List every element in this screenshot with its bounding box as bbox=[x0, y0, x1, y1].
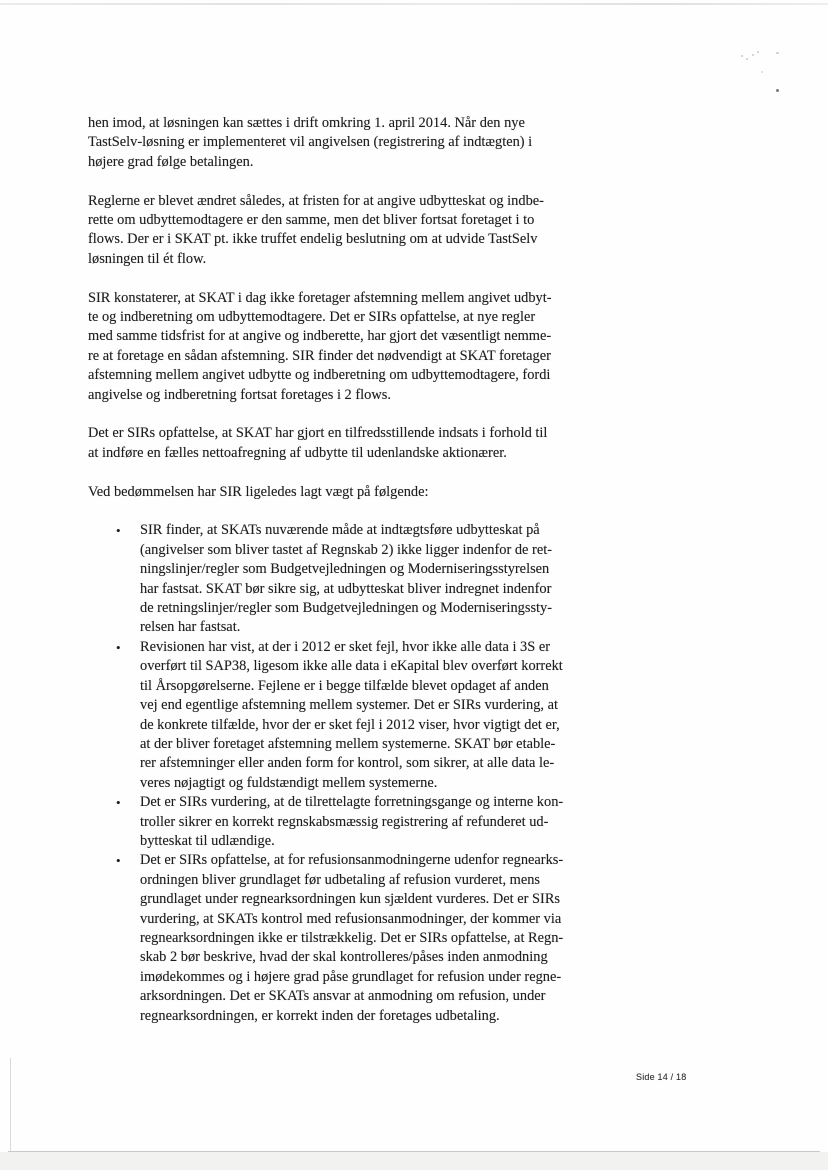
text-line: højere grad følge betalingen. bbox=[88, 153, 254, 170]
text-line: overført til SAP38, ligesom ikke alle data i eKapital blev overført korrekt bbox=[140, 658, 563, 675]
text-line: til Årsopgørelserne. Fejlene er i begge tilfælde blevet opdaget af anden bbox=[140, 677, 549, 694]
document-body bbox=[88, 114, 636, 1026]
bullet-text bbox=[140, 851, 636, 1026]
text-line: hen imod, at løsningen kan sættes i drift omkring 1. april 2014. Når den nye bbox=[88, 115, 525, 131]
scan-speckle bbox=[776, 52, 779, 54]
paragraph-lead-in bbox=[88, 483, 636, 502]
text-line: relsen har fastsat. bbox=[140, 619, 241, 636]
scan-background-strip bbox=[0, 1152, 828, 1170]
bullet-text bbox=[140, 521, 636, 637]
text-line: regnearksordningen ikke er tilstrækkelig. Det er SIRs opfattelse, at Regn- bbox=[140, 929, 564, 946]
text-line: med samme tidsfrist for at angive og indberette, har gjort det væsentligt nemme- bbox=[88, 328, 552, 345]
page-footer bbox=[636, 1072, 686, 1082]
text-line: arksordningen. Det er SKATs ansvar at anmodning om refusion, under bbox=[140, 988, 546, 1005]
scan-speckle bbox=[776, 89, 779, 92]
page-top-edge bbox=[0, 3, 828, 5]
text-line: bytteskat til udlændige. bbox=[140, 832, 275, 849]
text-line: ningslinjer/regler som Budgetvejledningen og Moderniseringsstyrelsen bbox=[140, 561, 550, 578]
bullet-icon: • bbox=[116, 523, 121, 539]
text-line: løsningen til ét flow. bbox=[88, 250, 207, 267]
scan-speckle bbox=[761, 71, 763, 73]
text-line: Ved bedømmelsen har SIR ligeledes lagt vægt på følgende: bbox=[88, 483, 429, 500]
text-line: veres nøjagtigt og fuldstændigt mellem systemerne. bbox=[140, 774, 438, 791]
bullet-icon: • bbox=[116, 853, 121, 869]
text-line: de retningslinjer/regler som Budgetvejledningen og Moderniseringssty- bbox=[140, 600, 553, 617]
bullet-text bbox=[140, 793, 636, 851]
text-line: Revisionen har vist, at der i 2012 er sket fejl, hvor ikke alle data i 3S er bbox=[140, 638, 551, 655]
text-line: grundlaget under regnearksordningen kun sjældent vurderes. Det er SIRs bbox=[140, 891, 561, 908]
text-line: Det er SIRs opfattelse, at SKAT har gjort en tilfredsstillende indsats i forhold til bbox=[88, 425, 548, 442]
text-line: TastSelv-løsning er implementeret vil angivelsen (registrering af indtægten) i bbox=[88, 134, 533, 151]
text-line: SIR finder, at SKATs nuværende måde at indtægtsføre udbytteskat på bbox=[140, 522, 540, 539]
text-line: regnearksordningen, er korrekt inden der foretages udbetaling. bbox=[140, 1007, 500, 1024]
text-line: vej end egentlige afstemning mellem systemer. Det er SIRs vurdering, at bbox=[140, 697, 559, 714]
paragraph-1 bbox=[88, 114, 636, 172]
bullet-item bbox=[88, 521, 636, 637]
text-line: vurdering, at SKATs kontrol med refusionsanmodninger, der kommer via bbox=[140, 910, 562, 927]
text-line: (angivelser som bliver tastet af Regnskab 2) ikke ligger indenfor de ret- bbox=[140, 541, 552, 558]
scan-speckle bbox=[741, 55, 743, 57]
scan-speckle bbox=[757, 51, 759, 53]
bullet-list bbox=[88, 521, 636, 1026]
page-left-edge bbox=[10, 1058, 11, 1151]
scan-speckle bbox=[746, 58, 748, 60]
text-line: ordningen bliver grundlaget før udbetaling af refusion vurderet, mens bbox=[140, 871, 541, 888]
text-line: skab 2 bør beskrive, hvad der skal kontrolleres/påses inden anmodning bbox=[140, 949, 548, 966]
paragraph-3 bbox=[88, 289, 636, 405]
text-line: troller sikrer en korrekt regnskabsmæssig registrering af refunderet ud- bbox=[140, 813, 549, 830]
bullet-icon: • bbox=[116, 795, 121, 811]
text-line: Det er SIRs vurdering, at de tilrettelagte forretningsgange og interne kon- bbox=[140, 794, 564, 811]
text-line: te og indberetning om udbyttemodtagere. Det er SIRs opfattelse, at nye regler bbox=[88, 309, 536, 326]
paragraph-4 bbox=[88, 424, 636, 463]
text-line: de konkrete tilfælde, hvor der er sket fejl i 2012 viser, hvor vigtigt det er, bbox=[140, 716, 560, 733]
bullet-item bbox=[88, 638, 636, 793]
text-line: har fastsat. SKAT bør sikre sig, at udbytteskat bliver indregnet indenfor bbox=[140, 580, 552, 597]
paragraph-2 bbox=[88, 192, 636, 270]
bullet-icon: • bbox=[116, 639, 121, 655]
bullet-item bbox=[88, 793, 636, 851]
page-number: Side 14 / 18 bbox=[636, 1072, 687, 1082]
text-line: angivelse og indberetning fortsat foretages i 2 flows. bbox=[88, 386, 391, 403]
text-line: flows. Der er i SKAT pt. ikke truffet endelig beslutning om at udvide TastSelv bbox=[88, 231, 538, 248]
text-line: SIR konstaterer, at SKAT i dag ikke foretager afstemning mellem angivet udbyt- bbox=[88, 289, 552, 306]
scan-speckle bbox=[752, 54, 754, 56]
bullet-text bbox=[140, 638, 636, 793]
text-line: re at foretage en sådan afstemning. SIR finder det nødvendigt at SKAT foretager bbox=[88, 347, 551, 364]
text-line: afstemning mellem angivet udbytte og indberetning om udbyttemodtagere, fordi bbox=[88, 367, 551, 384]
text-line: Det er SIRs opfattelse, at for refusionsanmodningerne udenfor regnearks- bbox=[140, 852, 564, 869]
text-line: at indføre en fælles nettoafregning af udbytte til udenlandske aktionærer. bbox=[88, 444, 507, 461]
bullet-item bbox=[88, 851, 636, 1026]
text-line: rer afstemninger eller anden form for kontrol, som sikrer, at alle data le- bbox=[140, 755, 555, 772]
text-line: Reglerne er blevet ændret således, at fristen for at angive udbytteskat og indbe- bbox=[88, 192, 544, 209]
text-line: at der bliver foretaget afstemning mellem systemerne. SKAT bør etable- bbox=[140, 735, 556, 752]
text-line: imødekommes og i højere grad påse grundlaget for refusion under regne- bbox=[140, 968, 562, 985]
text-line: rette om udbyttemodtagere er den samme, men det bliver fortsat foretaget i to bbox=[88, 212, 535, 229]
